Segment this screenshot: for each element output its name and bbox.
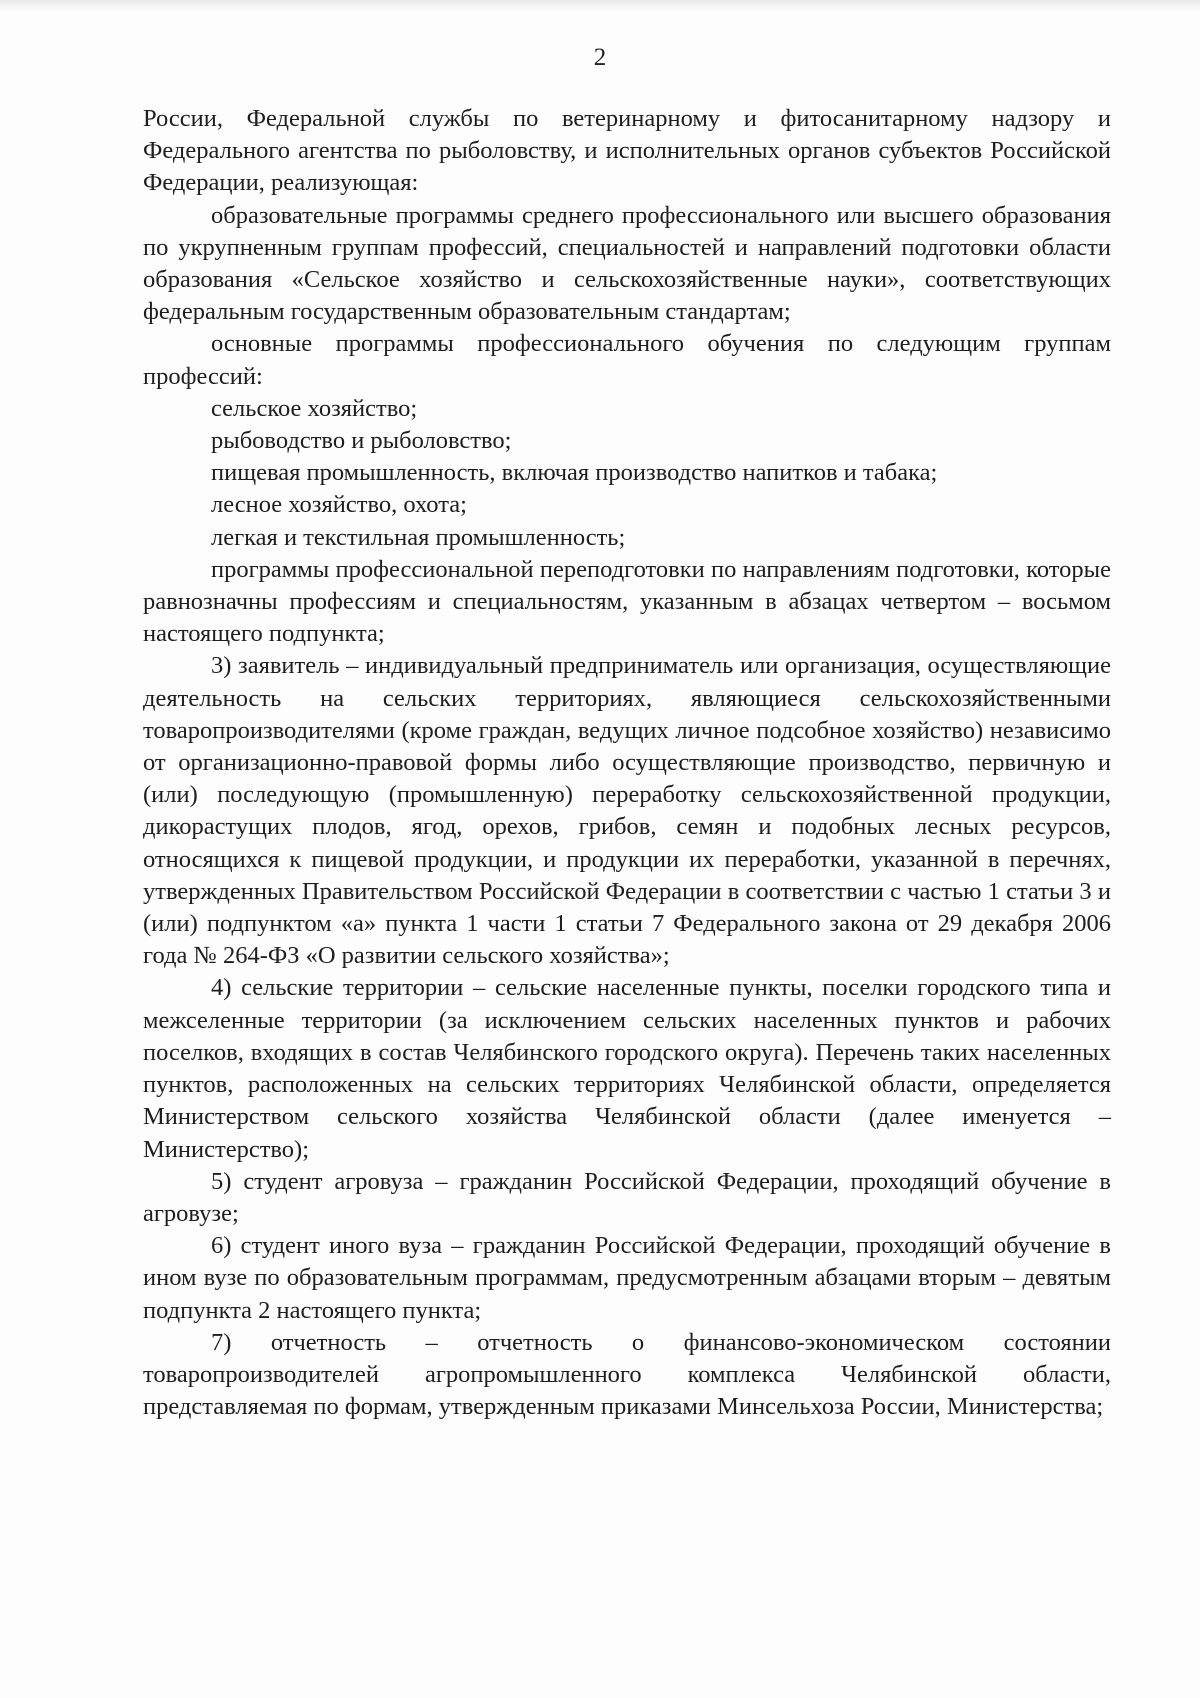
paragraph-reporting: 7) отчетность – отчетность о финансово-экономическом состоянии товаропроизводителей агропромышленного комплекса Челябинской области, представляемая по формам, утвержденным приказами Минсельхоза России, Министерства; xyxy=(143,1328,1111,1421)
paragraph-other-university-student: 6) студент иного вуза – гражданин Российской Федерации, проходящий обучение в ином вузе по образовательным программам, предусмотренным абзацами вторым – девятым подпункта 2 настоящего пункта; xyxy=(143,1232,1111,1324)
paragraph-agro-university-student: 5) студент агровуза – гражданин Российской Федерации, проходящий обучение в агровузе; xyxy=(143,1167,1111,1227)
list-item-agriculture: сельское хозяйство; xyxy=(211,394,418,422)
page-number: 2 xyxy=(593,44,607,71)
paragraph-basic-programs: основные программы профессионального обучения по следующим группам профессий: xyxy=(143,330,1111,390)
paragraph-retraining-programs: программы профессиональной переподготовки по направлениям подготовки, которые равнозначны профессиям и специальностям, указанным в абзацах четвертом – восьмом настоящего подпункта; xyxy=(143,555,1111,648)
list-item-forestry: лесное хозяйство, охота; xyxy=(211,491,467,519)
scan-edge xyxy=(0,0,1200,14)
document-body xyxy=(143,103,1111,1423)
paragraph-rural-territories: 4) сельские территории – сельские населенные пункты, поселки городского типа и межселенные территории (за исключением сельских населенных пунктов и рабочих поселков, входящих в состав Челябинского городского округа). Перечень таких населенных пунктов, расположенных на сельских территориях Челябинской области, определяется Министерством сельского хозяйства Челябинской области (далее именуется – Министерство); xyxy=(143,974,1111,1163)
paragraph-educational-programs: образовательные программы среднего профессионального или высшего образования по укрупненным группам профессий, специальностей и направлений подготовки области образования «Сельское хозяйство и сельскохозяйственные науки», соответствующих федеральным государственным образовательным стандартам; xyxy=(143,201,1111,326)
paragraph-applicant: 3) заявитель – индивидуальный предприниматель или организация, осуществляющие деятельность на сельских территориях, являющиеся сельскохозяйственными товаропроизводителями (кроме граждан, ведущих личное подсобное хозяйство) независимо от организационно-правовой формы либо осуществляющие производство, первичную и (или) последующую (промышленную) переработку сельскохозяйственной продукции, дикорастущих плодов, ягод, орехов, грибов, семян и подобных лесных ресурсов, относящихся к пищевой продукции, и продукции их переработки, указанной в перечнях, утвержденных Правительством Российской Федерации в соответствии с частью 1 статьи 3 и (или) подпунктом «а» пункта 1 части 1 статьи 7 Федерального закона от 29 декабря 2006 года № 264-ФЗ «О развитии сельского хозяйства»; xyxy=(143,652,1111,970)
list-item-food-industry: пищевая промышленность, включая производство напитков и табака; xyxy=(211,459,938,487)
list-item-light-industry: легкая и текстильная промышленность; xyxy=(211,523,626,551)
paragraph-continuation: России, Федеральной службы по ветеринарному и фитосанитарному надзору и Федерального агентства по рыболовству, и исполнительных органов субъектов Российской Федерации, реализующая: xyxy=(143,105,1111,197)
list-item-fishing: рыбоводство и рыболовство; xyxy=(211,427,512,455)
